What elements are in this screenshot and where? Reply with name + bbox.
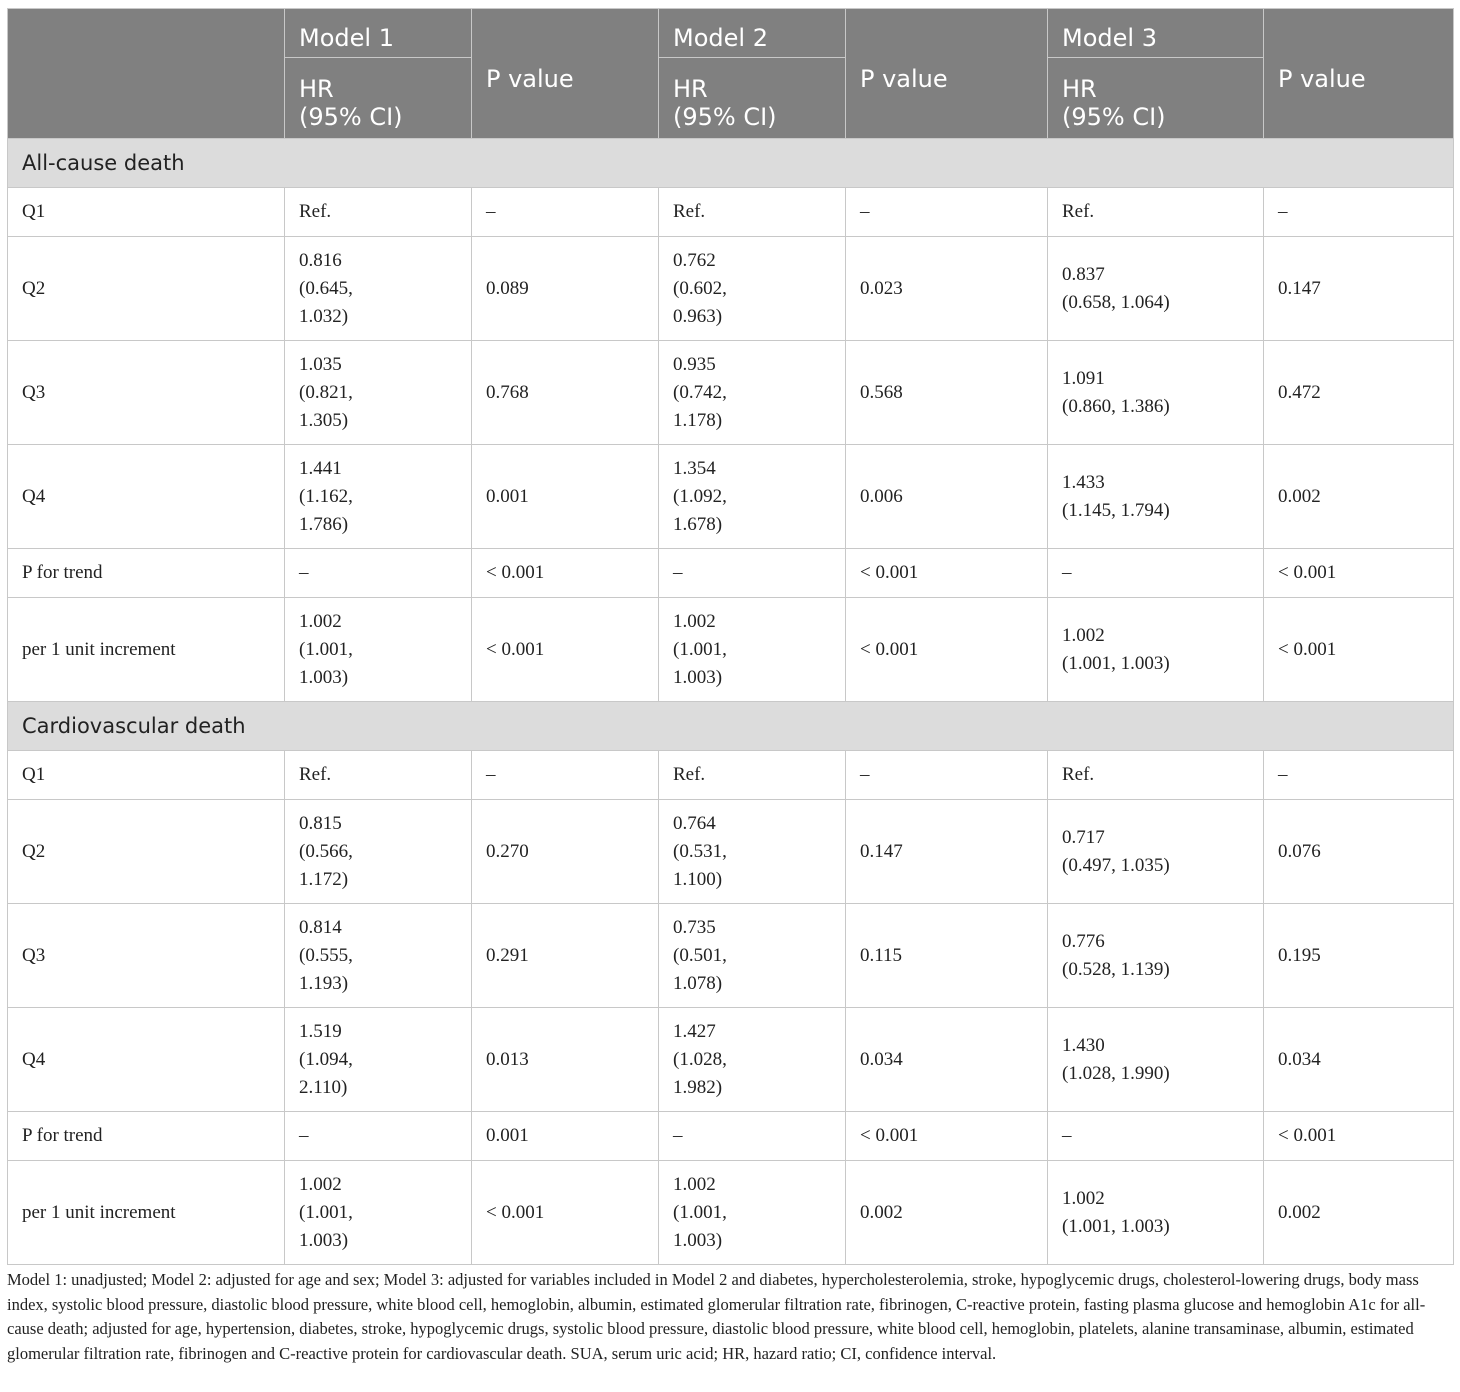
hr-ci-cell: – [1048, 1112, 1264, 1161]
p-value-cell: 0.023 [846, 237, 1048, 341]
hr-ci-cell: Ref. [659, 188, 846, 237]
row-label: Q3 [8, 904, 285, 1008]
section-header-row [8, 702, 1454, 751]
hr-ci-cell: 1.091 (0.860, 1.386) [1048, 341, 1264, 445]
table-row [8, 188, 1454, 237]
p-value-cell: – [472, 188, 659, 237]
hr-ci-cell: Ref. [1048, 188, 1264, 237]
p-value-cell: < 0.001 [472, 598, 659, 702]
p-value-cell: 0.147 [1264, 237, 1454, 341]
table-row [8, 341, 1454, 445]
header-model-1: Model 1 [285, 9, 472, 58]
hr-ci-cell: – [1048, 549, 1264, 598]
header-p-value-3: P value [1264, 9, 1454, 139]
hr-ci-cell: 0.814 (0.555, 1.193) [285, 904, 472, 1008]
row-label: Q4 [8, 445, 285, 549]
table-row [8, 904, 1454, 1008]
table-row [8, 800, 1454, 904]
p-value-cell: < 0.001 [846, 598, 1048, 702]
p-value-cell: < 0.001 [1264, 1112, 1454, 1161]
p-value-cell: 0.001 [472, 1112, 659, 1161]
section-header-row [8, 139, 1454, 188]
p-value-cell: 0.076 [1264, 800, 1454, 904]
p-value-cell: 0.002 [1264, 1161, 1454, 1265]
hr-ci-cell: 1.035 (0.821, 1.305) [285, 341, 472, 445]
p-value-cell: < 0.001 [1264, 598, 1454, 702]
hr-ci-cell: Ref. [1048, 751, 1264, 800]
table-row [8, 751, 1454, 800]
hr-ci-cell: 1.430 (1.028, 1.990) [1048, 1008, 1264, 1112]
row-label: Q1 [8, 751, 285, 800]
p-value-cell: 0.270 [472, 800, 659, 904]
header-model-2: Model 2 [659, 9, 846, 58]
hr-ci-cell: 1.427 (1.028, 1.982) [659, 1008, 846, 1112]
hr-ci-cell: 1.002 (1.001, 1.003) [659, 598, 846, 702]
section-title: All-cause death [8, 139, 1454, 188]
row-label: Q4 [8, 1008, 285, 1112]
hr-ci-cell: 1.002 (1.001, 1.003) [659, 1161, 846, 1265]
p-value-cell: < 0.001 [472, 1161, 659, 1265]
p-value-cell: 0.034 [846, 1008, 1048, 1112]
table-row [8, 1161, 1454, 1265]
hr-ci-cell: Ref. [659, 751, 846, 800]
hr-ci-cell: 1.002 (1.001, 1.003) [1048, 598, 1264, 702]
p-value-cell: – [472, 751, 659, 800]
hr-ci-cell: 0.837 (0.658, 1.064) [1048, 237, 1264, 341]
p-value-cell: 0.002 [1264, 445, 1454, 549]
header-hr-ci-3: HR (95% CI) [1048, 58, 1264, 139]
hr-ci-cell: 0.776 (0.528, 1.139) [1048, 904, 1264, 1008]
p-value-cell: 0.013 [472, 1008, 659, 1112]
hr-ci-cell: 1.433 (1.145, 1.794) [1048, 445, 1264, 549]
hr-ci-cell: 0.735 (0.501, 1.078) [659, 904, 846, 1008]
hr-ci-cell: 0.717 (0.497, 1.035) [1048, 800, 1264, 904]
p-value-cell: 0.291 [472, 904, 659, 1008]
p-value-cell: – [1264, 188, 1454, 237]
p-value-cell: 0.472 [1264, 341, 1454, 445]
p-value-cell: 0.768 [472, 341, 659, 445]
row-label: P for trend [8, 1112, 285, 1161]
p-value-cell: 0.001 [472, 445, 659, 549]
hr-ci-cell: 1.002 (1.001, 1.003) [285, 598, 472, 702]
header-p-value-2: P value [846, 9, 1048, 139]
hr-ci-cell: 0.762 (0.602, 0.963) [659, 237, 846, 341]
hr-ci-cell: 1.002 (1.001, 1.003) [285, 1161, 472, 1265]
p-value-cell: 0.115 [846, 904, 1048, 1008]
hr-ci-cell: – [659, 1112, 846, 1161]
hr-ci-cell: – [659, 549, 846, 598]
p-value-cell: < 0.001 [846, 549, 1048, 598]
hr-ci-cell: Ref. [285, 751, 472, 800]
p-value-cell: 0.034 [1264, 1008, 1454, 1112]
hr-ci-cell: 0.764 (0.531, 1.100) [659, 800, 846, 904]
row-label: Q2 [8, 800, 285, 904]
table-footnote: Model 1: unadjusted; Model 2: adjusted for age and sex; Model 3: adjusted for variables included in Model 2 and diabetes, hypercholesterolemia, stroke, hypoglycemic drugs, cholesterol-lowering drugs, body mass index, systolic blood pressure, diastolic blood pressure, white blood cell, hemoglobin, albumin, estimated glomerular filtration rate, fibrinogen, C-reactive protein, fasting plasma glucose and hemoglobin A1c for all-cause death; adjusted for age, hypertension, diabetes, stroke, hypoglycemic drugs, systolic blood pressure, diastolic blood pressure, white blood cell, hemoglobin, platelets, alanine transaminase, albumin, estimated glomerular filtration rate, fibrinogen and C-reactive protein for cardiovascular death. SUA, serum uric acid; HR, hazard ratio; CI, confidence interval. [7, 1270, 1426, 1363]
p-value-cell: 0.006 [846, 445, 1048, 549]
p-value-cell: 0.002 [846, 1161, 1048, 1265]
p-value-cell: < 0.001 [472, 549, 659, 598]
table-row [8, 1112, 1454, 1161]
row-label: per 1 unit increment [8, 598, 285, 702]
hr-ci-cell: 1.519 (1.094, 2.110) [285, 1008, 472, 1112]
p-value-cell: – [1264, 751, 1454, 800]
table-row [8, 549, 1454, 598]
table-row [8, 1008, 1454, 1112]
header-empty-cell [8, 9, 285, 139]
hr-ci-cell: 0.815 (0.566, 1.172) [285, 800, 472, 904]
p-value-cell: < 0.001 [846, 1112, 1048, 1161]
row-label: per 1 unit increment [8, 1161, 285, 1265]
p-value-cell: 0.195 [1264, 904, 1454, 1008]
p-value-cell: 0.089 [472, 237, 659, 341]
header-p-value-1: P value [472, 9, 659, 139]
hr-ci-cell: 1.441 (1.162, 1.786) [285, 445, 472, 549]
header-model-3: Model 3 [1048, 9, 1264, 58]
table-row [8, 445, 1454, 549]
section-title: Cardiovascular death [8, 702, 1454, 751]
hr-ci-cell: 0.816 (0.645, 1.032) [285, 237, 472, 341]
header-hr-ci-1: HR (95% CI) [285, 58, 472, 139]
hr-ci-cell: 0.935 (0.742, 1.178) [659, 341, 846, 445]
row-label: Q3 [8, 341, 285, 445]
hr-ci-cell: – [285, 549, 472, 598]
hr-ci-cell: Ref. [285, 188, 472, 237]
p-value-cell: – [846, 188, 1048, 237]
hr-ci-cell: 1.354 (1.092, 1.678) [659, 445, 846, 549]
table-row [8, 237, 1454, 341]
p-value-cell: < 0.001 [1264, 549, 1454, 598]
row-label: P for trend [8, 549, 285, 598]
p-value-cell: – [846, 751, 1048, 800]
p-value-cell: 0.147 [846, 800, 1048, 904]
row-label: Q1 [8, 188, 285, 237]
header-hr-ci-2: HR (95% CI) [659, 58, 846, 139]
table-row [8, 598, 1454, 702]
p-value-cell: 0.568 [846, 341, 1048, 445]
hazard-ratio-table [7, 8, 1454, 1265]
row-label: Q2 [8, 237, 285, 341]
hr-ci-cell: 1.002 (1.001, 1.003) [1048, 1161, 1264, 1265]
hr-ci-cell: – [285, 1112, 472, 1161]
